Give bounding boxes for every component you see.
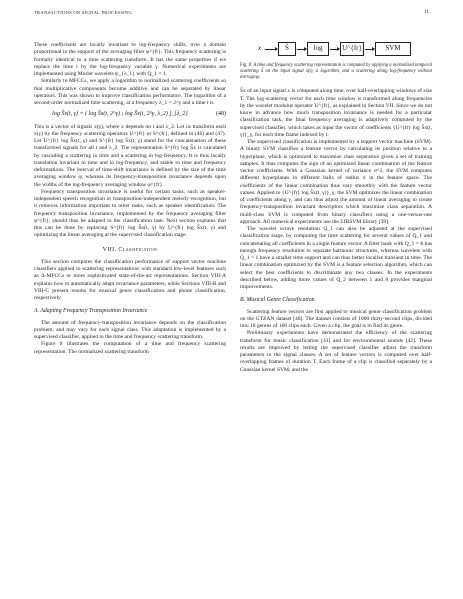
paragraph: The supervised classification is implemented by a support vector machine (SVM). A binary SVM classifies a feature vector by calculating its position relative to a hyperplane, which is optimized to maximize class separation given a set of training samples. It thus computes the sign of an optimized linear combination of the feature vector coefficients. With a Gaussian kernel of variance σ^2, the SVM computes different hyperplanes in different balls of radius σ in the feature space. The coefficients of the linear combination thus vary smoothly with the feature vector values. Applied to {U^{fr} log S̃x(t, γ)}_γ, the SVM optimizes the linear combination of coefficients along γ, and can thus adjust the amount of linear averaging to create frequency-transposition invariant descriptors which maximize class separation. A multi-class SVM is computed from binary classifiers using a one-versus-one approach. All numerical experiments use the LIBSVM library [39]. [240,139,432,225]
left-column [34,42,226,356]
subsection-heading: A. Adapting Frequency Transposition Invariance [34,308,148,315]
page-header [34,10,429,18]
log-block: log [307,42,329,56]
svm-block: SVM [375,42,411,56]
figure-caption [240,63,432,80]
paragraph: The amount of frequency-transposition invariance depends on the classification problem, and may vary for each signal class. This adaptation is implemented by a supervised classifier, applied to the time and frequency scattering transform. [34,319,226,340]
page-number: 11 [424,10,429,15]
arrow-icon [330,49,339,50]
paragraph: Preliminary experiments have demonstrated the efficiency of the scattering transform for music classification [41] and for environmental sounds [42]. These results are improved by letting the supervised classifier adjust the transform parameters to the signal classes. A set of feature vectors is computed over half-overlapping frames of duration T. Each frame of a clip is classified separately by a Gaussian kernel SVM, and the [240,330,432,373]
arrow-icon [297,49,306,50]
equation-48 [34,111,226,118]
paragraph: This is a vector of signals x(γ), where x depends on t and λ_2. Let us transform each x(γ) by the frequency scattering operators U^{fr} or S^{fr}, defined in (46) and (47). Let U^{fr} log S̃x(t, γ) and S^{fr} log S̃x(t, γ) stand for the concatenation of these transformed signals for all t and λ_2. The representation S^{fr} log S̃x is calculated by cascading a scattering in time and a scattering in log-frequency. It is thus locally translation invariant in time and in log-frequency, and stable to time and frequency deformations. The interval of time-shift invariance is defined by the size of the time averaging window φ, whereas its frequency-transposition invariance depends upon the widths of the log-frequency averaging window φ^{fr}. [34,123,226,188]
paragraph: S̃x of an input signal x is computed along time, over half-overlapping windows of size T. The log-scattering vector for each time window is transformed along frequencies by the wavelet modulus operator U^{fr}, as explained in Section VII. Since we do not know in advance how much transposition invariance is needed for a particular classification task, the final frequency averaging is adaptively computed by the supervised classifier, which takes as input the vector of coefficients {U^{fr} log S̃x(t, γ)}_γ, for each time frame indexed by t. [240,88,432,138]
caption-text: A time and frequency scattering representation is computed by applying a normalized temporal scattering S̃ on the input signal x(t), a logarithm, and a scattering along log-frequency without averaging. [240,63,432,80]
section-heading: VIII. Classification [102,246,158,253]
running-head: TRANSACTIONS ON SIGNAL PROCESSING [34,10,133,15]
caption-label: Fig. 8. [240,63,253,68]
arrow-icon [265,49,277,50]
figure-8-diagram [240,40,432,60]
paragraph: Frequency transposition invariance is useful for certain tasks, such as speaker-independent speech recognition or transposition-independent melody recognition, but it removes information important to other tasks, such as speaker identification. The frequency transposition invariance, implemented by the frequency averaging filter φ^{fr}, should thus be adapted to the classification task. Next section explains that this can be done by replacing S^{fr} log S̃x(t, γ) by U^{fr} log S̃x(t, γ) and optimizing the linear averaging at the supervised classification stage. [34,188,226,239]
paragraph: Scattering feature vectors are first applied to musical genre classification problem on the GTZAN dataset [40]. The dataset consists of 1000 thirty-second clips, divided into 10 genres of 100 clips each. Given a clip, the goal is to find its genre. [240,308,432,330]
equation-number: (48) [216,111,226,118]
paragraph: Figure 8 illustrates the computation of a time and frequency scattering representation. The normalized scattering transform [34,341,226,355]
arrow-icon [365,49,374,50]
paragraph: This section compares the classification performance of support vector machine classifiers applied to scattering representations with standard low-level features such as Δ-MFCCs or more sophisticated state-of-the-art representations. Section VIII-A explains how to automatically adapt invariance parameters, while Sections VIII-B and VIII-C present results for musical genre classification and phone classification, respectively. [34,258,226,301]
frequency-wavelet-block: U^{fr} [340,42,364,56]
right-column [240,40,432,374]
equation-body: log S̃x(t, γ) = ( log S̃x(t, 2^γ) ; log S̃x(t, 2^γ, λ_2) )_{λ_2} [52,111,188,118]
paragraph: These coefficients are locally invariant to log-frequency shifts, over a domain proportional to the support of the averaging filter φ^{fr}. This frequency scattering is formally identical to a time scattering transform. It has the same properties if we replace the time t by the log-frequency variable γ. Numerical experiments are implemented using Morlet wavelets ψ_{λ_1} with Q_1 = 1. [34,42,226,77]
paragraph: The wavelet octave resolution Q_1 can also be adjusted at the supervised classification stage, by computing the time scattering for several values of Q_1 and concatenating all coefficients in a single feature vector. A filter bank with Q_1 = 8 has enough frequency resolution to separate harmonic structures, whereas wavelets with Q_1 = 1 have a smaller time support and can thus better localize transient in time. The linear combination optimized by the SVM is a feature selection algorithm, which can select the best coefficients to discriminate any two classes. In the experiments described below, adding more values of Q_2 between 1 and 8 provides marginal improvements. [240,226,432,291]
figure-input-label: x [258,44,262,52]
scattering-block: S̃ [278,42,296,56]
paragraph: Similarly to MFCCs, we apply a logarithm to normalized scattering coefficients so that multiplicative components become additive and can be separated by linear operators. This was shown to improve classification performance. The logarithm of a second-order normalized time scattering, at a frequency λ_1 = 2^γ and a time t is [34,78,226,106]
subsection-heading: B. Musical Genre Classification [240,297,315,304]
